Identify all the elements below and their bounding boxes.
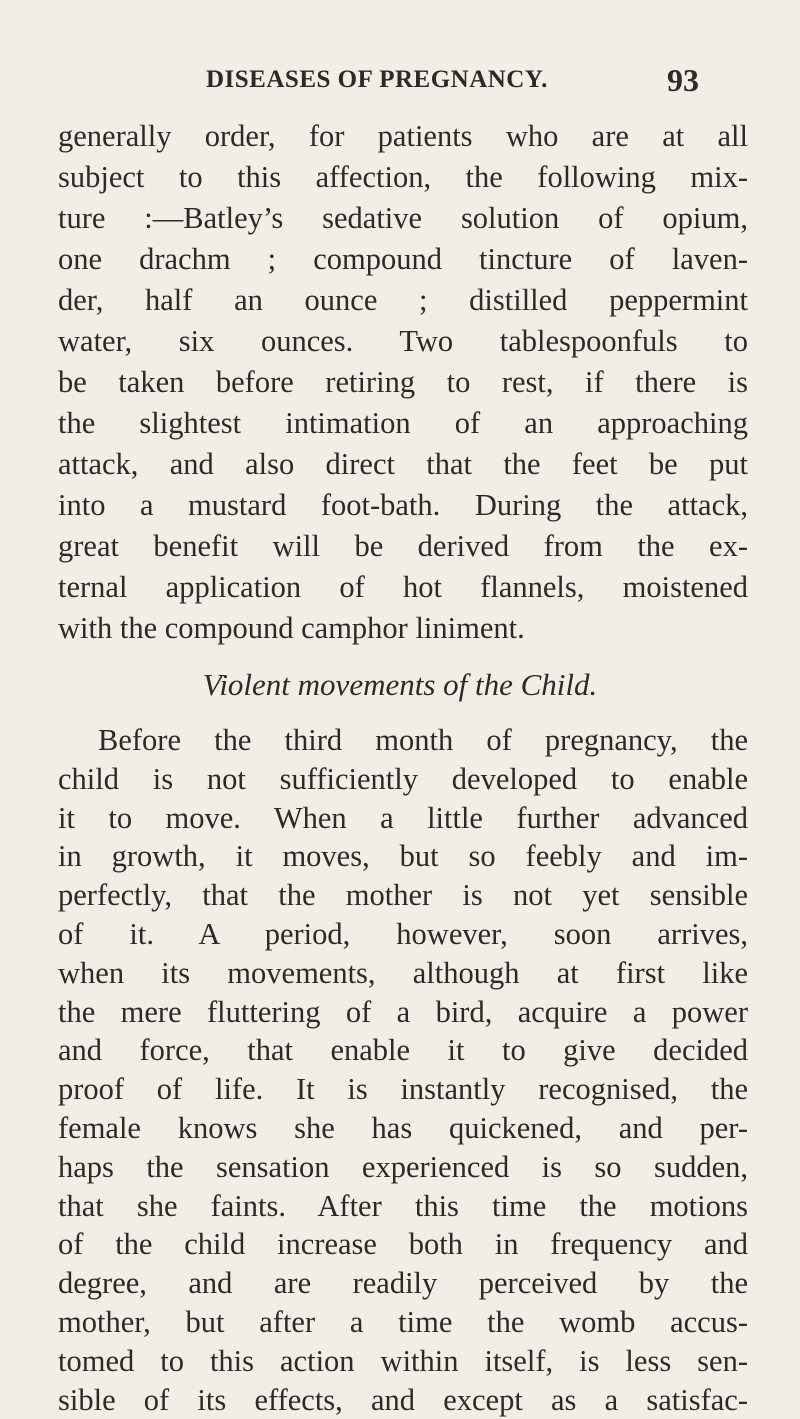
- text-line: der, half an ounce ; distilled peppermint: [58, 283, 748, 317]
- text-line: of the child increase both in frequency and: [58, 1227, 748, 1262]
- text-line: perfectly, that the mother is not yet sensible: [58, 878, 748, 913]
- text-line: water, six ounces. Two tablespoonfuls to: [58, 324, 748, 358]
- text-line: child is not sufficiently developed to enable: [58, 761, 748, 796]
- running-head: DISEASES OF PREGNANCY.: [206, 66, 548, 93]
- text-line: attack, and also direct that the feet be put: [58, 447, 748, 481]
- text-line: mother, but after a time the womb accus-: [58, 1305, 748, 1339]
- text-line: one drachm ; compound tincture of laven-: [58, 242, 748, 276]
- text-line: and force, that enable it to give decided: [58, 1033, 748, 1068]
- text-line: Before the third month of pregnancy, the: [98, 723, 748, 757]
- text-line: the slightest intimation of an approaching: [58, 406, 748, 440]
- text-line: it to move. When a little further advanced: [58, 800, 748, 835]
- text-line: the mere fluttering of a bird, acquire a power: [58, 994, 748, 1029]
- page-header: [0, 62, 800, 106]
- section-heading: Violent movements of the Child.: [202, 667, 598, 702]
- text-line: female knows she has quickened, and per-: [58, 1111, 748, 1145]
- text-line: tomed to this action within itself, is less sen-: [58, 1343, 748, 1378]
- text-line: into a mustard foot-bath. During the attack,: [58, 488, 748, 522]
- text-line: proof of life. It is instantly recognised, the: [58, 1072, 748, 1107]
- text-line: of it. A period, however, soon arrives,: [58, 917, 748, 951]
- text-line: that she faints. After this time the motions: [58, 1188, 748, 1223]
- text-line: degree, and are readily perceived by the: [58, 1266, 748, 1301]
- text-line: in growth, it moves, but so feebly and im-: [58, 839, 748, 874]
- text-line: sible of its effects, and except as a satisfac-: [58, 1382, 748, 1417]
- text-line: with the compound camphor liniment.: [58, 611, 525, 645]
- text-line: ternal application of hot flannels, moistened: [58, 570, 748, 604]
- text-line: haps the sensation experienced is so sudden,: [58, 1149, 748, 1184]
- text-line: great benefit will be derived from the ex-: [58, 529, 748, 563]
- page-number: 93: [667, 62, 699, 98]
- text-line: generally order, for patients who are at all: [58, 119, 748, 153]
- text-line: be taken before retiring to rest, if there is: [58, 365, 748, 399]
- text-line: when its movements, although at first like: [58, 955, 748, 990]
- text-line: subject to this affection, the following mix-: [58, 160, 748, 194]
- text-line: ture :—Batley’s sedative solution of opium,: [58, 201, 748, 235]
